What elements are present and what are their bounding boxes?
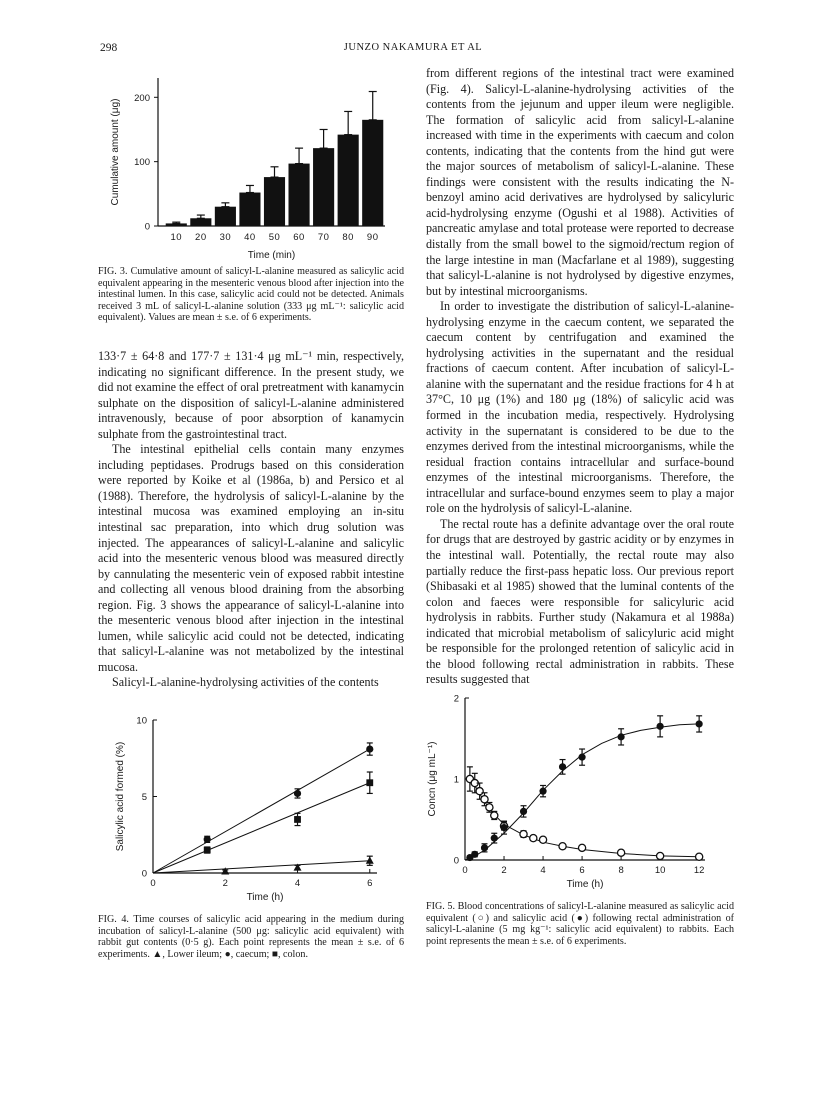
fig5-x-tick-label: 6 <box>579 865 585 876</box>
fig4-y-tick-label: 10 <box>136 715 147 727</box>
fig5-point <box>578 844 585 851</box>
fig5-point <box>471 851 478 858</box>
fig4-point <box>294 790 301 797</box>
fig4-point <box>366 857 374 864</box>
fig5-point <box>696 720 703 727</box>
left-column <box>98 349 404 691</box>
fig3-y-tick-label: 0 <box>144 221 150 233</box>
fig4-series-line <box>153 783 370 873</box>
fig5-y-tick-label: 0 <box>453 855 459 867</box>
fig4-point <box>366 745 373 752</box>
left-paragraph-3: Salicyl-L-alanine-hydrolysing activities of the contents <box>112 675 379 690</box>
fig3-bar <box>313 148 334 226</box>
fig5-point <box>539 836 546 843</box>
fig3-caption-text: FIG. 3. Cumulative amount of salicyl-L-alanine measured as salicylic acid equivalent appearing in the mesenteric venous blood after injection into the intestinal lumen. In this case, salicylic acid could not be detected. Animals received 3 mL of salicyl-L-alanine solution (333 μg mL⁻¹: salicylic acid equivalent). Values are mean ± s.e. of 6 experiments. <box>98 266 404 324</box>
fig3-bar <box>288 164 309 226</box>
fig5-caption <box>426 901 734 947</box>
fig5-point <box>657 723 664 730</box>
fig4-point <box>204 847 211 854</box>
fig4-point <box>366 779 373 786</box>
fig3-y-tick-label: 200 <box>134 92 150 104</box>
page-number: 298 <box>100 42 118 54</box>
right-column <box>426 66 734 688</box>
fig5-x-tick-label: 0 <box>462 865 468 876</box>
fig4-y-tick-label: 5 <box>141 792 147 803</box>
fig3-bar <box>362 120 383 226</box>
fig3-bar <box>264 177 285 226</box>
fig5-x-tick-label: 2 <box>501 865 507 876</box>
fig4-chart <box>105 705 395 910</box>
running-title: JUNZO NAKAMURA ET AL <box>343 42 483 53</box>
fig3-bar <box>190 218 211 226</box>
fig4-x-tick-label: 2 <box>222 878 228 889</box>
fig5-x-tick-label: 12 <box>693 865 705 876</box>
fig5-point <box>500 824 507 831</box>
fig5-point <box>617 733 624 740</box>
fig4-series-line <box>153 749 370 873</box>
fig5-point <box>530 835 537 842</box>
fig4-point <box>294 816 301 823</box>
fig5-series-curve <box>465 724 699 860</box>
fig5-x-tick-label: 8 <box>618 865 624 876</box>
fig3-x-tick-label: 60 <box>293 232 305 243</box>
fig4-y-tick-label: 0 <box>141 868 147 880</box>
fig5-y-tick-label: 1 <box>453 774 459 786</box>
fig3-caption <box>98 266 404 324</box>
fig5-point <box>491 812 498 819</box>
fig5-point <box>486 804 493 811</box>
fig5-point <box>696 853 703 860</box>
fig5-point <box>491 835 498 842</box>
fig5-y-tick-label: 2 <box>453 693 459 705</box>
fig4-x-tick-label: 4 <box>294 878 301 889</box>
fig4-caption <box>98 914 404 960</box>
left-paragraph-2: The intestinal epithelial cells contain many enzymes including peptidases. Prodrugs based on this consideration were reported by Koike et al (1986a, b) and Persico et al (1988). Therefore, the hydrolysis of salicyl-L-alanine by the intestinal mucosa was examined employing an in-situ intestinal sac preparation, into which drug solution was injected. The appearances of salicyl-L-alanine and salicylic acid into the mesenteric venous blood was measured directly by cannulating the mesenteric vein of exposed rabbit intestine and collecting all venous blood draining from the absorbing region. Fig. 3 shows the appearance of salicyl-L-alanine into the mesenteric venous blood after injection in the intestinal lumen, while salicylic acid could not be detected, indicating that salicyl-L-alanine was not metabolized by the intestinal mucosa. <box>98 442 404 674</box>
fig5-point <box>481 844 488 851</box>
fig5-point <box>539 788 546 795</box>
fig3-bar <box>239 193 260 226</box>
fig3-x-tick-label: 20 <box>195 232 207 243</box>
fig5-y-axis-label: Concn (μg mL⁻¹) <box>427 741 438 817</box>
fig4-y-axis-label: Salicylic acid formed (%) <box>115 741 126 852</box>
fig3-x-tick-label: 50 <box>268 232 281 243</box>
fig5-x-tick-label: 4 <box>540 865 546 876</box>
fig5-point <box>520 808 527 815</box>
fig3-y-axis-label: Cumulative amount (μg) <box>110 98 121 206</box>
fig3-y-tick-label: 100 <box>134 157 150 169</box>
right-paragraph-2: In order to investigate the distribution of salicyl-L-alanine-hydrolysing enzyme in the caecum content, we separated the caecum content by centrifugation and examined the hydrolysing activities in the supernatant and the residual fractions of caecum content. After incubation of salicyl-L-alanine with the supernatant and the residue fractions for 4 h at 37°C, 10 μg (1%) and 180 μg (18%) of salicylic acid was formed in the incubation media, respectively. Hydrolysing activity in the supernatant is considered to be due to the enzymes derived from the intestinal microorganisms, while the residual fraction contains intracellular and surface-bound enzymes of the intestinal microorganisms. Therefore, the intracellular and surface-bound enzymes seem to play a major role on the hydrolysis of salicyl-L-alanine. <box>426 299 734 516</box>
fig4-x-tick-label: 6 <box>367 878 373 889</box>
fig5-point <box>559 843 566 850</box>
fig5-x-tick-label: 10 <box>654 865 666 876</box>
fig5-chart <box>420 690 720 900</box>
fig3-x-tick-label: 70 <box>317 232 330 243</box>
fig3-chart <box>95 70 395 295</box>
right-paragraph-3: The rectal route has a definite advantage over the oral route for drugs that are destroyed by gastric acidity or by enzymes in the intestinal wall. Potentially, the rectal route may also partially reduce the first-pass hepatic loss. Our previous report (Shibasaki et al 1985) showed that the luminal contents of the colon and faeces were responsible for salicyluric acid hydrolysis in rabbits. Further study (Nakamura et al 1988a) indicated that microbial metabolism of salicyluric acid might be responsible for the prolonged retention of salicylic acid in the blood following rectal administration in rabbits. These results suggested that <box>426 516 734 687</box>
fig3-x-tick-label: 90 <box>366 232 379 243</box>
fig5-point <box>481 796 488 803</box>
fig5-point <box>657 852 664 859</box>
fig3-bar <box>215 207 236 226</box>
fig3-x-tick-label: 10 <box>170 232 183 243</box>
fig5-point <box>578 754 585 761</box>
fig5-x-axis-label: Time (h) <box>566 879 604 890</box>
left-paragraph-1: 133·7 ± 64·8 and 177·7 ± 131·4 μg mL⁻¹ min, respectively, indicating no significant difference. In the present study, we did not examine the effect of oral pretreatment with kanamycin sulphate on the disposition of salicyl-L-alanine administered intravenously, because of poor absorption of kanamycin sulphate from the gastrointestinal tract. <box>98 349 404 441</box>
fig5-point <box>559 763 566 770</box>
fig4-x-tick-label: 0 <box>150 878 156 889</box>
fig5-point <box>476 788 483 795</box>
fig3-x-tick-label: 30 <box>219 232 232 243</box>
right-paragraph-1: from different regions of the intestinal tract were examined (Fig. 4). Salicyl-L-alanine-hydrolysing activities of the contents from the jejunum and upper ileum were negligible. The formation of salicylic acid from salicyl-L-alanine increased with time in the experiments with caecum and colon contents, indicating that the contents from the hind gut were the major sources of metabolism of salicyl-L-alanine. These findings were consistent with the results indicating the N-benzoyl amino acid derivatives are hydrolysed by salicyluric acid-hydrolysing enzyme (Ogushi et al 1988). Activities of pancreatic amylase and total protease were reported to decrease distally from the small bowel to the sigmoid/rectum region of the large intestine in man (Macfarlane et al 1989), suggesting that salicyl-L-alanine is not hydrolysed by digestive enzymes, but by intestinal microorganisms. <box>426 66 734 298</box>
fig4-point <box>204 836 211 843</box>
fig3-x-tick-label: 40 <box>244 232 256 243</box>
fig5-point <box>520 830 527 837</box>
fig3-x-tick-label: 80 <box>342 232 354 243</box>
fig3-bar <box>338 135 359 226</box>
fig5-caption-text: FIG. 5. Blood concentrations of salicyl-L-alanine measured as salicylic acid equivalent (○) and salicylic acid (●) following rectal administration of salicyl-L-alanine (5 mg kg⁻¹: salicylic acid equivalent) to rabbits. Each point represents the mean ± s.e. of 6 experiments. <box>426 901 734 947</box>
fig4-series-line <box>153 861 370 873</box>
fig3-x-axis-label: Time (min) <box>247 250 296 261</box>
fig4-x-axis-label: Time (h) <box>246 892 284 903</box>
fig4-caption-text: FIG. 4. Time courses of salicylic acid appearing in the medium during incubation of salicyl-L-alanine (500 μg: salicylic acid equivalent) with rabbit gut contents (0·5 g). Each point represents the mean ± s.e. of 6 experiments. ▲, Lower ileum; ●, caecum; ■, colon. <box>98 914 404 960</box>
fig5-point <box>617 849 624 856</box>
